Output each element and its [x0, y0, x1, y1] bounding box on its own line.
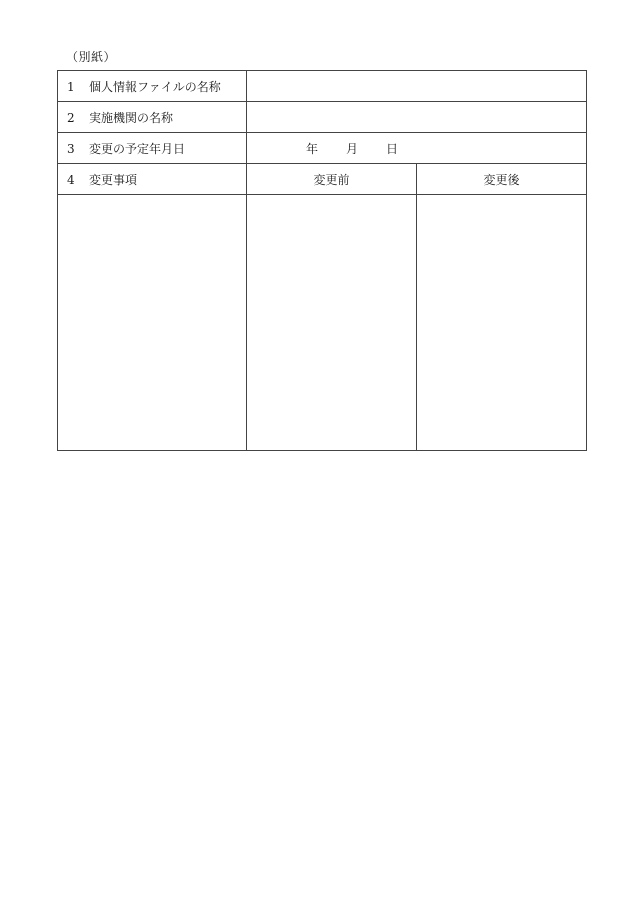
page-label: （別紙）	[66, 50, 117, 64]
row-number: 4	[67, 172, 75, 187]
table-row-scheduled-date	[58, 133, 587, 164]
scheduled-date-label-cell	[58, 133, 247, 164]
changes-label-cell	[58, 164, 247, 195]
before-change-header: 変更前	[247, 164, 417, 195]
change-item-field[interactable]	[58, 195, 247, 451]
file-name-label-cell	[58, 71, 247, 102]
after-change-header: 変更後	[417, 164, 587, 195]
file-name-value-field[interactable]	[247, 71, 587, 102]
scheduled-date-label: 変更の予定年月日	[89, 141, 186, 156]
agency-name-label: 実施機関の名称	[89, 110, 174, 125]
row-number: 2	[67, 110, 75, 125]
table-row-agency-name	[58, 102, 587, 133]
file-name-label: 個人情報ファイルの名称	[89, 79, 221, 94]
year-label: 年	[306, 141, 319, 156]
changes-label: 変更事項	[89, 172, 138, 187]
table-row-changes-body	[58, 195, 587, 451]
agency-name-value-field[interactable]	[247, 102, 587, 133]
form-table	[57, 70, 587, 451]
row-number: 3	[67, 141, 75, 156]
month-label: 月	[346, 141, 359, 156]
day-label: 日	[386, 141, 399, 156]
table-row-file-name	[58, 71, 587, 102]
after-change-field[interactable]	[417, 195, 587, 451]
agency-name-label-cell	[58, 102, 247, 133]
before-change-field[interactable]	[247, 195, 417, 451]
table-row-changes-header	[58, 164, 587, 195]
row-number: 1	[67, 79, 75, 94]
scheduled-date-field[interactable]	[247, 133, 587, 164]
